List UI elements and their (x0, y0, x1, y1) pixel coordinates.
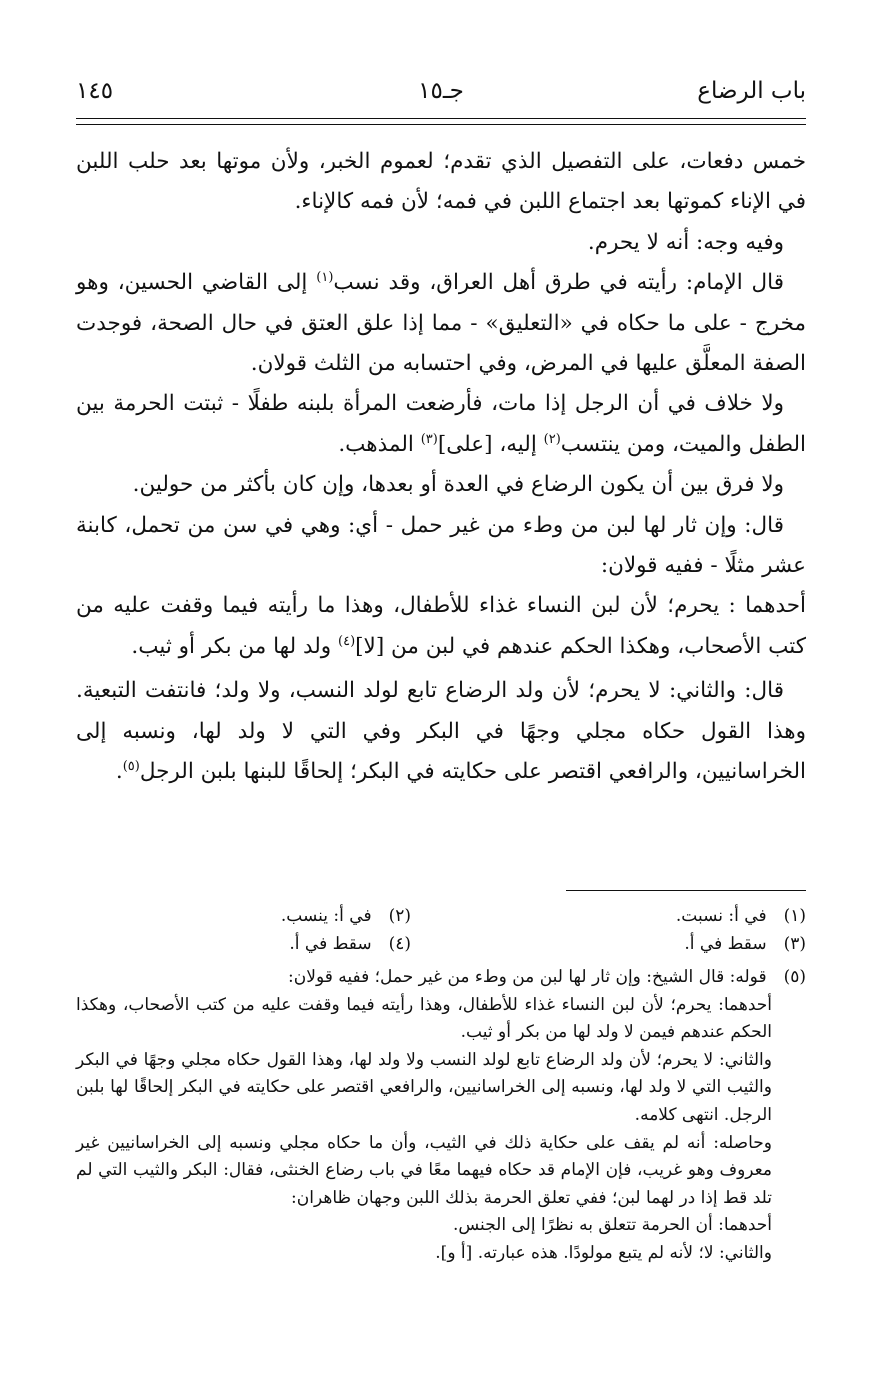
paragraph-4-text-a: ولا خلاف في أن الرجل إذا مات، فأرضعت المرأة بلبنه طفلًا - ثبتت الحرمة بين الطفل والميت، ومن ينتسب (76, 391, 806, 457)
footnote-ref-1[interactable]: (١) (316, 270, 334, 286)
paragraph-5: ولا فرق بين أن يكون الرضاع في العدة أو بعدها، وإن كان بأكثر من حولين. (132, 472, 784, 498)
footnote-ref-4[interactable]: (٤) (338, 633, 356, 649)
paragraph-4-text-c: المذهب. (338, 431, 421, 457)
footnote-1-text: في أ: نسبت. (675, 906, 767, 926)
paragraph-3 (76, 263, 806, 384)
paragraph-7-text-a: أحدهما : يحرم؛ لأن لبن النساء غذاء للأطفال، وهذا ما رأيته فيما وقفت عليه من كتب الأصحاب، وهكذا الحكم عندهم في لبن من [لا] (76, 593, 806, 659)
footnote-1 (676, 902, 806, 930)
footnote-3 (684, 930, 806, 958)
main-text (76, 142, 806, 793)
footnote-5-lead-text: قوله: قال الشيخ: وإن ثار لها لبن من وطء من غير حمل؛ ففيه قولان: (288, 967, 767, 987)
paragraph-8 (76, 671, 806, 792)
footnote-3-text: سقط في أ. (684, 934, 767, 954)
paragraph-1: خمس دفعات، على التفصيل الذي تقدم؛ لعموم الخبر، ولأن موتها بعد حلب اللبن في الإناء كموتها بعد اجتماع اللبن في فمه؛ لأن فمه كالإناء. (76, 149, 806, 215)
footnote-2-text: في أ: ينسب. (280, 906, 372, 926)
footnote-5-paragraph-1: أحدهما: يحرم؛ لأن لبن النساء غذاء للأطفال، وهذا رأيته فيما وقفت عليه من كتب الأصحاب، وهكذا الحكم عندهم فيمن لا ولد لها من بكر أو ثيب. (76, 994, 772, 1043)
paragraph-3-text-a: قال الإمام: رأيته في طرق أهل العراق، وقد نسب (333, 270, 784, 296)
volume-label: جـ١٥ (418, 78, 464, 104)
paragraph-2: وفيه وجه: أنه لا يحرم. (587, 229, 784, 255)
footnote-row (76, 930, 806, 958)
paragraph-4-text-b: إليه، [على] (437, 431, 544, 457)
footnote-3-number: (٣) (783, 934, 806, 954)
footnote-5-lead (76, 964, 806, 992)
footnote-5-paragraph-5: والثاني: لا؛ لأنه لم يتبع مولودًا. هذه عبارته. [أ و]. (435, 1242, 772, 1263)
footnote-4-number: (٤) (388, 934, 411, 954)
footnote-row (76, 902, 806, 930)
footnote-5 (76, 964, 806, 1268)
header-rule (76, 118, 806, 125)
paragraph-8-text-a: قال: والثاني: لا يحرم؛ لأن ولد الرضاع تابع لولد النسب، ولا ولد؛ فانتفت التبعية. وهذا القول حكاه مجلي وجهًا في البكر وفي التي لا ولد لها، ونسبه إلى الخراسانيين، والرافعي اقتصر على حكايته في البكر؛ إلحاقًا للبنها بلبن الرجل (76, 678, 806, 785)
footnote-4-text: سقط في أ. (289, 934, 372, 954)
paragraph-7 (76, 586, 806, 667)
paragraph-8-text-b: . (115, 759, 123, 785)
footnote-5-paragraph-2: والثاني: لا يحرم؛ لأن ولد الرضاع تابع لولد النسب ولا ولد لها، وهذا القول حكاه مجلي وجهًا في البكر والثيب التي لا ولد لها، ونسبه إلى الخراسانيين، والرافعي اقتصر على حكايته في البكر إلحاقًا لها بلبن الرجل. انتهى كلامه. (76, 1049, 772, 1125)
footnote-ref-3[interactable]: (٣) (420, 431, 438, 447)
page-number: ١٤٥ (76, 78, 114, 104)
paragraph-3-text-b: إلى القاضي الحسين، وهو مخرج - على ما حكاه في «التعليق» - مما إذا علق العتق في حال الصحة، فوجدت الصفة المعلَّق عليها في المرض، وفي احتسابه من الثلث قولان. (76, 270, 806, 377)
paragraph-7-text-b: ولد لها من بكر أو ثيب. (131, 633, 339, 659)
chapter-title: باب الرضاع (697, 78, 806, 104)
footnotes-short (76, 902, 806, 958)
footnote-2-number: (٢) (388, 906, 411, 926)
paragraph-6: قال: وإن ثار لها لبن من وطء من غير حمل - أي: وهي في سن من تحمل، كابنة عشر مثلًا - ففيه قولان: (76, 512, 806, 579)
page-header (76, 78, 806, 112)
paragraph-4 (76, 384, 806, 465)
footnote-1-number: (١) (783, 906, 806, 926)
footnote-5-paragraph-3: وحاصله: أنه لم يقف على حكاية ذلك في الثيب، وأن ما حكاه مجلي ونسبه إلى الخراسانيين غير معروف وهو غريب، فإن الإمام قد حكاه فيهما معًا في باب رضاع الخنثى، فقال: البكر والثيب التي لم تلد قط إذا در لهما لبن؛ ففي تعلق الحرمة بذلك اللبن وجهان ظاهران: (76, 1132, 772, 1208)
footnote-2 (281, 902, 411, 930)
footnote-4 (289, 930, 411, 958)
footnote-ref-2[interactable]: (٢) (543, 431, 561, 447)
footnote-ref-5[interactable]: (٥) (122, 758, 140, 774)
footnote-5-paragraph-4: أحدهما: أن الحرمة تتعلق به نظرًا إلى الجنس. (452, 1215, 772, 1236)
footnote-separator (566, 890, 806, 891)
footnote-5-number: (٥) (783, 967, 806, 987)
